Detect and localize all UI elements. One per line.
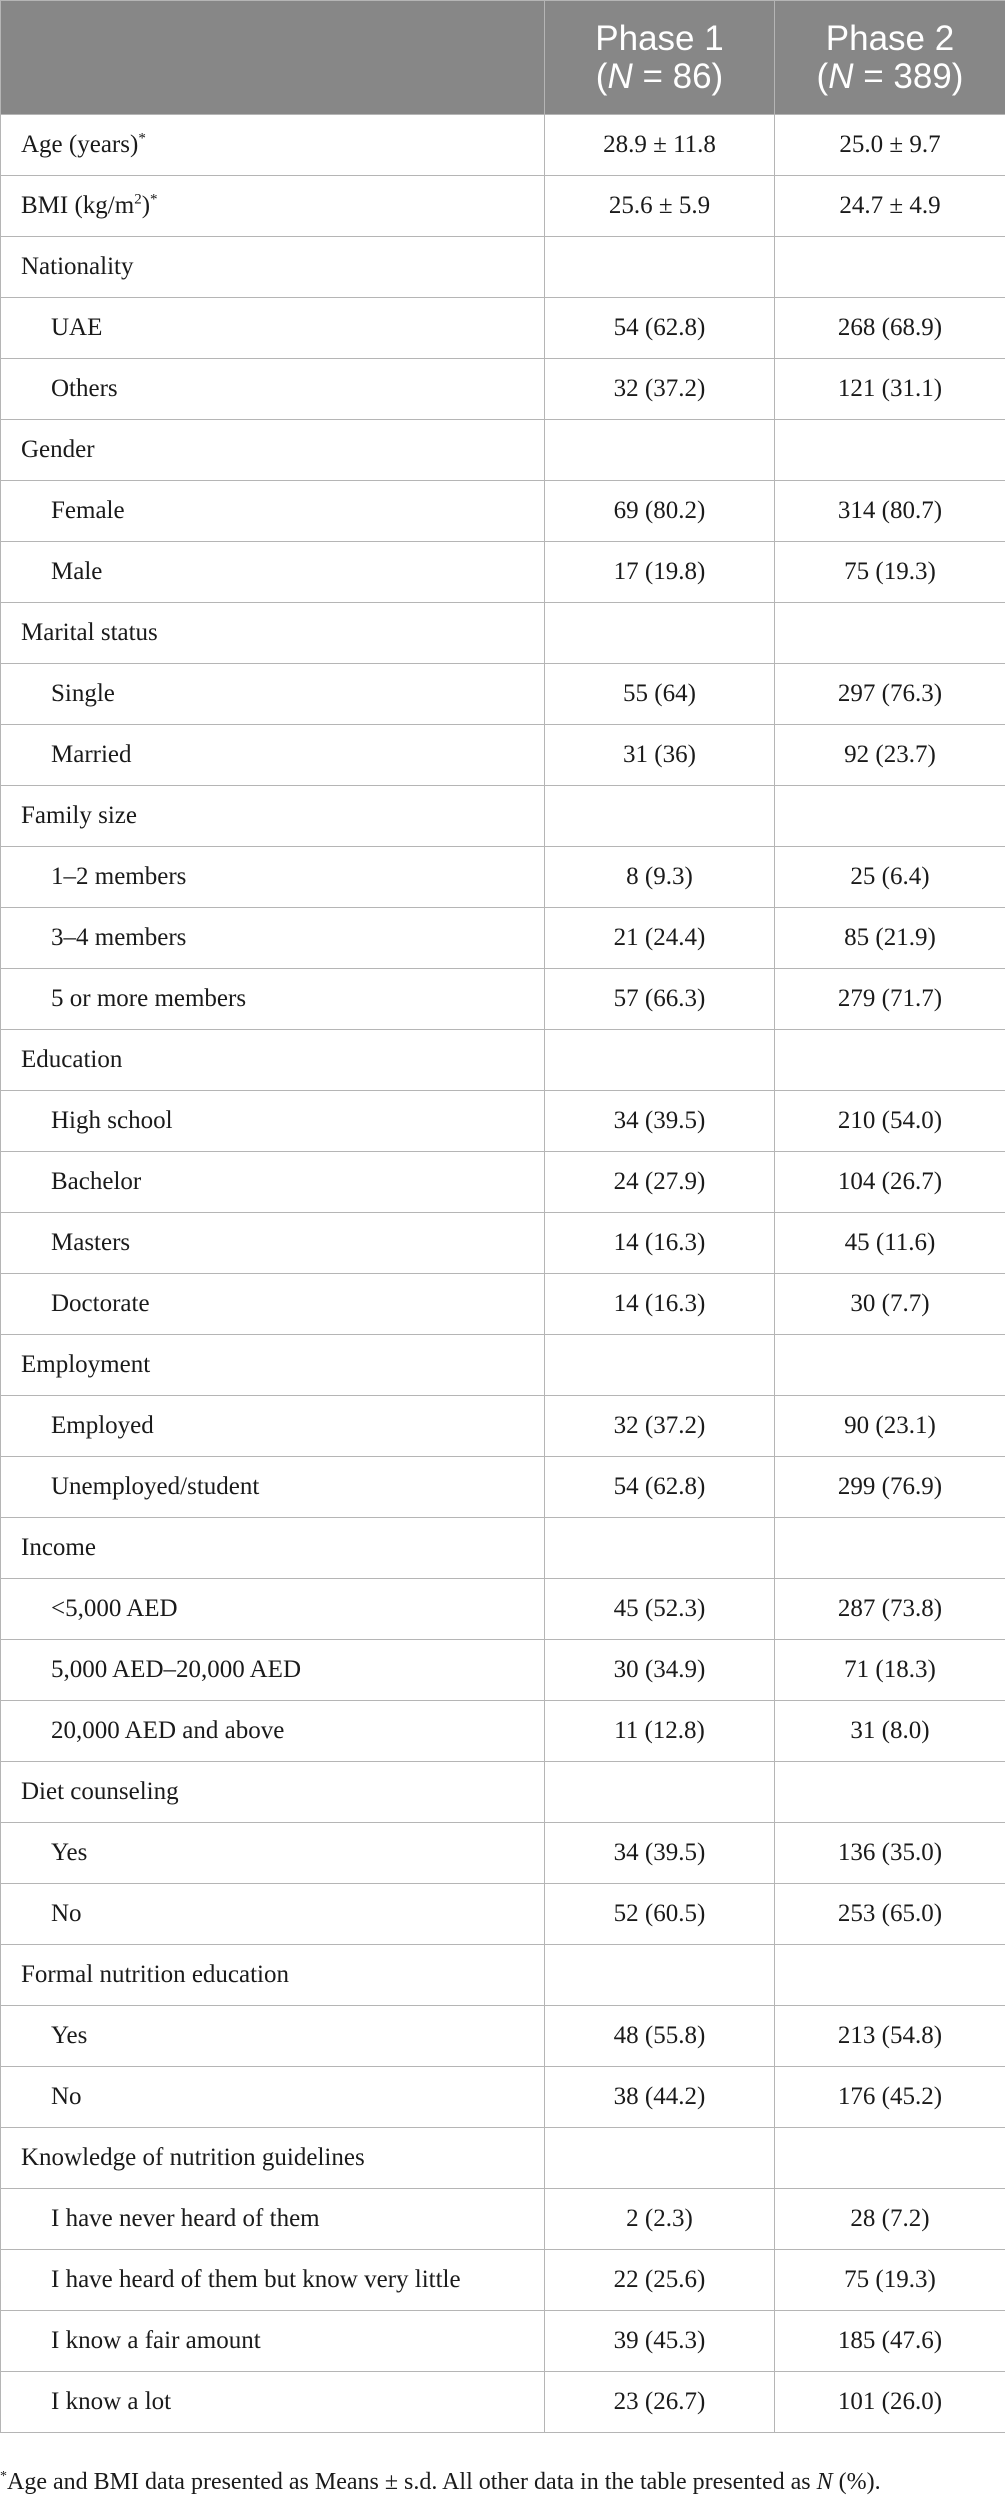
superscript-2: 2: [134, 191, 142, 208]
row-label-bachelor: Bachelor: [1, 1152, 545, 1213]
empty-cell: [775, 1762, 1005, 1823]
cell-phase1: 48 (55.8): [545, 2006, 775, 2067]
table-footnote: [0, 2467, 1005, 2497]
row-label-diet-no: No: [1, 1884, 545, 1945]
empty-cell: [545, 1762, 775, 1823]
table-row: [1, 2311, 1005, 2372]
empty-cell: [775, 786, 1005, 847]
cell-phase2: 253 (65.0): [775, 1884, 1005, 1945]
table-row: [1, 481, 1005, 542]
cell-phase2: 75 (19.3): [775, 2250, 1005, 2311]
phase2-n-value: = 389): [853, 56, 964, 96]
row-label-high-school: High school: [1, 1091, 545, 1152]
row-label-age: Age (years)*: [1, 115, 545, 176]
cell-phase1: 2 (2.3): [545, 2189, 775, 2250]
table-row: [1, 2067, 1005, 2128]
cell-phase1: 45 (52.3): [545, 1579, 775, 1640]
cell-phase2: 28 (7.2): [775, 2189, 1005, 2250]
table-row: [1, 1152, 1005, 1213]
header-phase1: Phase 1 (N = 86): [545, 1, 775, 115]
table-row: [1, 2372, 1005, 2433]
cell-phase1: 39 (45.3): [545, 2311, 775, 2372]
cell-age-phase1: 28.9 ± 11.8: [545, 115, 775, 176]
cell-phase2: 299 (76.9): [775, 1457, 1005, 1518]
table-row: [1, 359, 1005, 420]
row-label-uae: UAE: [1, 298, 545, 359]
table-row: [1, 1213, 1005, 1274]
empty-cell: [775, 603, 1005, 664]
empty-cell: [545, 1335, 775, 1396]
cell-phase1: 31 (36): [545, 725, 775, 786]
cell-phase1: 17 (19.8): [545, 542, 775, 603]
cell-phase2: 287 (73.8): [775, 1579, 1005, 1640]
category-diet-counseling: Diet counseling: [1, 1762, 545, 1823]
table-row: [1, 1457, 1005, 1518]
row-label-doctorate: Doctorate: [1, 1274, 545, 1335]
row-label-employed: Employed: [1, 1396, 545, 1457]
cell-phase2: 45 (11.6): [775, 1213, 1005, 1274]
cell-phase2: 297 (76.3): [775, 664, 1005, 725]
phase2-title: Phase 2: [825, 18, 955, 58]
category-income: Income: [1, 1518, 545, 1579]
row-label-unemployed: Unemployed/student: [1, 1457, 545, 1518]
row-label-male: Male: [1, 542, 545, 603]
cell-phase2: 75 (19.3): [775, 542, 1005, 603]
phase1-title: Phase 1: [595, 18, 724, 58]
row-label-female: Female: [1, 481, 545, 542]
table-category-row: [1, 786, 1005, 847]
phase2-n-label: N: [828, 56, 854, 96]
empty-cell: [545, 603, 775, 664]
table-category-row: [1, 420, 1005, 481]
asterisk-marker: *: [150, 191, 158, 208]
row-label-knowledge-fair: I know a fair amount: [1, 2311, 545, 2372]
table-row: [1, 1579, 1005, 1640]
table-row: [1, 969, 1005, 1030]
cell-phase1: 34 (39.5): [545, 1091, 775, 1152]
cell-phase1: 55 (64): [545, 664, 775, 725]
table-row: [1, 1640, 1005, 1701]
category-formal-nutrition: Formal nutrition education: [1, 1945, 545, 2006]
empty-cell: [545, 1030, 775, 1091]
table-row: [1, 542, 1005, 603]
phase1-n-label: N: [607, 56, 633, 96]
cell-phase2: 25 (6.4): [775, 847, 1005, 908]
table-row: [1, 908, 1005, 969]
table-row: [1, 2250, 1005, 2311]
cell-phase1: 22 (25.6): [545, 2250, 775, 2311]
table-row: [1, 1884, 1005, 1945]
empty-cell: [545, 786, 775, 847]
cell-phase1: 57 (66.3): [545, 969, 775, 1030]
row-label-masters: Masters: [1, 1213, 545, 1274]
footnote-n-var: N: [816, 2469, 833, 2495]
cell-phase2: 92 (23.7): [775, 725, 1005, 786]
category-employment: Employment: [1, 1335, 545, 1396]
table-category-row: [1, 2128, 1005, 2189]
cell-bmi-phase1: 25.6 ± 5.9: [545, 176, 775, 237]
cell-phase2: 279 (71.7): [775, 969, 1005, 1030]
table-row: [1, 1274, 1005, 1335]
empty-cell: [545, 420, 775, 481]
table-row: [1, 298, 1005, 359]
empty-cell: [545, 1945, 775, 2006]
cell-phase2: 176 (45.2): [775, 2067, 1005, 2128]
table-header-row: [1, 1, 1005, 115]
table-category-row: [1, 603, 1005, 664]
cell-phase2: 121 (31.1): [775, 359, 1005, 420]
cell-phase1: 30 (34.9): [545, 1640, 775, 1701]
cell-phase2: 101 (26.0): [775, 2372, 1005, 2433]
table-row: [1, 2189, 1005, 2250]
category-education: Education: [1, 1030, 545, 1091]
cell-phase2: 268 (68.9): [775, 298, 1005, 359]
cell-phase1: 54 (62.8): [545, 298, 775, 359]
table-row: [1, 2006, 1005, 2067]
empty-cell: [545, 1518, 775, 1579]
cell-phase2: 210 (54.0): [775, 1091, 1005, 1152]
empty-cell: [545, 2128, 775, 2189]
cell-phase2: 71 (18.3): [775, 1640, 1005, 1701]
cell-phase1: 32 (37.2): [545, 1396, 775, 1457]
row-label-single: Single: [1, 664, 545, 725]
empty-cell: [775, 237, 1005, 298]
empty-cell: [775, 1518, 1005, 1579]
table-row: [1, 1823, 1005, 1884]
row-label-knowledge-little: I have heard of them but know very little: [1, 2250, 545, 2311]
category-knowledge: Knowledge of nutrition guidelines: [1, 2128, 545, 2189]
cell-phase2: 30 (7.7): [775, 1274, 1005, 1335]
phase1-n-value: = 86): [632, 56, 724, 96]
cell-phase1: 23 (26.7): [545, 2372, 775, 2433]
cell-phase2: 314 (80.7): [775, 481, 1005, 542]
row-label-diet-yes: Yes: [1, 1823, 545, 1884]
cell-phase1: 8 (9.3): [545, 847, 775, 908]
empty-cell: [775, 1335, 1005, 1396]
table-category-row: [1, 1762, 1005, 1823]
table-row: [1, 1091, 1005, 1152]
row-label-married: Married: [1, 725, 545, 786]
cell-phase1: 21 (24.4): [545, 908, 775, 969]
table-category-row: [1, 1030, 1005, 1091]
cell-phase1: 54 (62.8): [545, 1457, 775, 1518]
cell-phase1: 69 (80.2): [545, 481, 775, 542]
row-label-income-high: 20,000 AED and above: [1, 1701, 545, 1762]
row-label-formal-yes: Yes: [1, 2006, 545, 2067]
category-nationality: Nationality: [1, 237, 545, 298]
cell-phase1: 38 (44.2): [545, 2067, 775, 2128]
cell-phase1: 11 (12.8): [545, 1701, 775, 1762]
row-label-formal-no: No: [1, 2067, 545, 2128]
table-category-row: [1, 237, 1005, 298]
cell-phase2: 213 (54.8): [775, 2006, 1005, 2067]
row-label-others: Others: [1, 359, 545, 420]
empty-cell: [775, 420, 1005, 481]
table-row: [1, 847, 1005, 908]
empty-cell: [775, 2128, 1005, 2189]
cell-phase1: 14 (16.3): [545, 1274, 775, 1335]
table-row: [1, 1701, 1005, 1762]
category-marital-status: Marital status: [1, 603, 545, 664]
cell-phase2: 90 (23.1): [775, 1396, 1005, 1457]
cell-phase2: 85 (21.9): [775, 908, 1005, 969]
row-label-income-low: <5,000 AED: [1, 1579, 545, 1640]
row-label-family-5-plus: 5 or more members: [1, 969, 545, 1030]
cell-phase1: 52 (60.5): [545, 1884, 775, 1945]
cell-age-phase2: 25.0 ± 9.7: [775, 115, 1005, 176]
table-row: [1, 664, 1005, 725]
empty-cell: [775, 1945, 1005, 2006]
row-label-family-3-4: 3–4 members: [1, 908, 545, 969]
cell-phase1: 24 (27.9): [545, 1152, 775, 1213]
row-label-knowledge-lot: I know a lot: [1, 2372, 545, 2433]
cell-phase2: 104 (26.7): [775, 1152, 1005, 1213]
category-family-size: Family size: [1, 786, 545, 847]
table-category-row: [1, 1945, 1005, 2006]
cell-phase2: 31 (8.0): [775, 1701, 1005, 1762]
footnote-text-pre: Age and BMI data presented as Means ± s.d. All other data in the table presented as: [7, 2469, 817, 2495]
row-label-income-mid: 5,000 AED–20,000 AED: [1, 1640, 545, 1701]
table-row: [1, 1396, 1005, 1457]
empty-cell: [545, 237, 775, 298]
table-row-age: [1, 115, 1005, 176]
asterisk-marker: *: [138, 130, 146, 147]
cell-phase1: 34 (39.5): [545, 1823, 775, 1884]
footnote-marker: *: [0, 2469, 7, 2484]
table-category-row: [1, 1335, 1005, 1396]
table-category-row: [1, 1518, 1005, 1579]
header-phase2: Phase 2 (N = 389): [775, 1, 1005, 115]
cell-phase2: 136 (35.0): [775, 1823, 1005, 1884]
footnote-text-post: (%).: [832, 2469, 881, 2495]
row-label-bmi: BMI $(kg/m^2)^*$: [1, 176, 545, 237]
cell-phase1: 32 (37.2): [545, 359, 775, 420]
table-row: [1, 725, 1005, 786]
cell-phase1: 14 (16.3): [545, 1213, 775, 1274]
cell-bmi-phase2: 24.7 ± 4.9: [775, 176, 1005, 237]
cell-phase2: 185 (47.6): [775, 2311, 1005, 2372]
empty-cell: [775, 1030, 1005, 1091]
row-label-family-1-2: 1–2 members: [1, 847, 545, 908]
table-row-bmi: [1, 176, 1005, 237]
category-gender: Gender: [1, 420, 545, 481]
header-empty-cell: [1, 1, 545, 115]
row-label-knowledge-never: I have never heard of them: [1, 2189, 545, 2250]
